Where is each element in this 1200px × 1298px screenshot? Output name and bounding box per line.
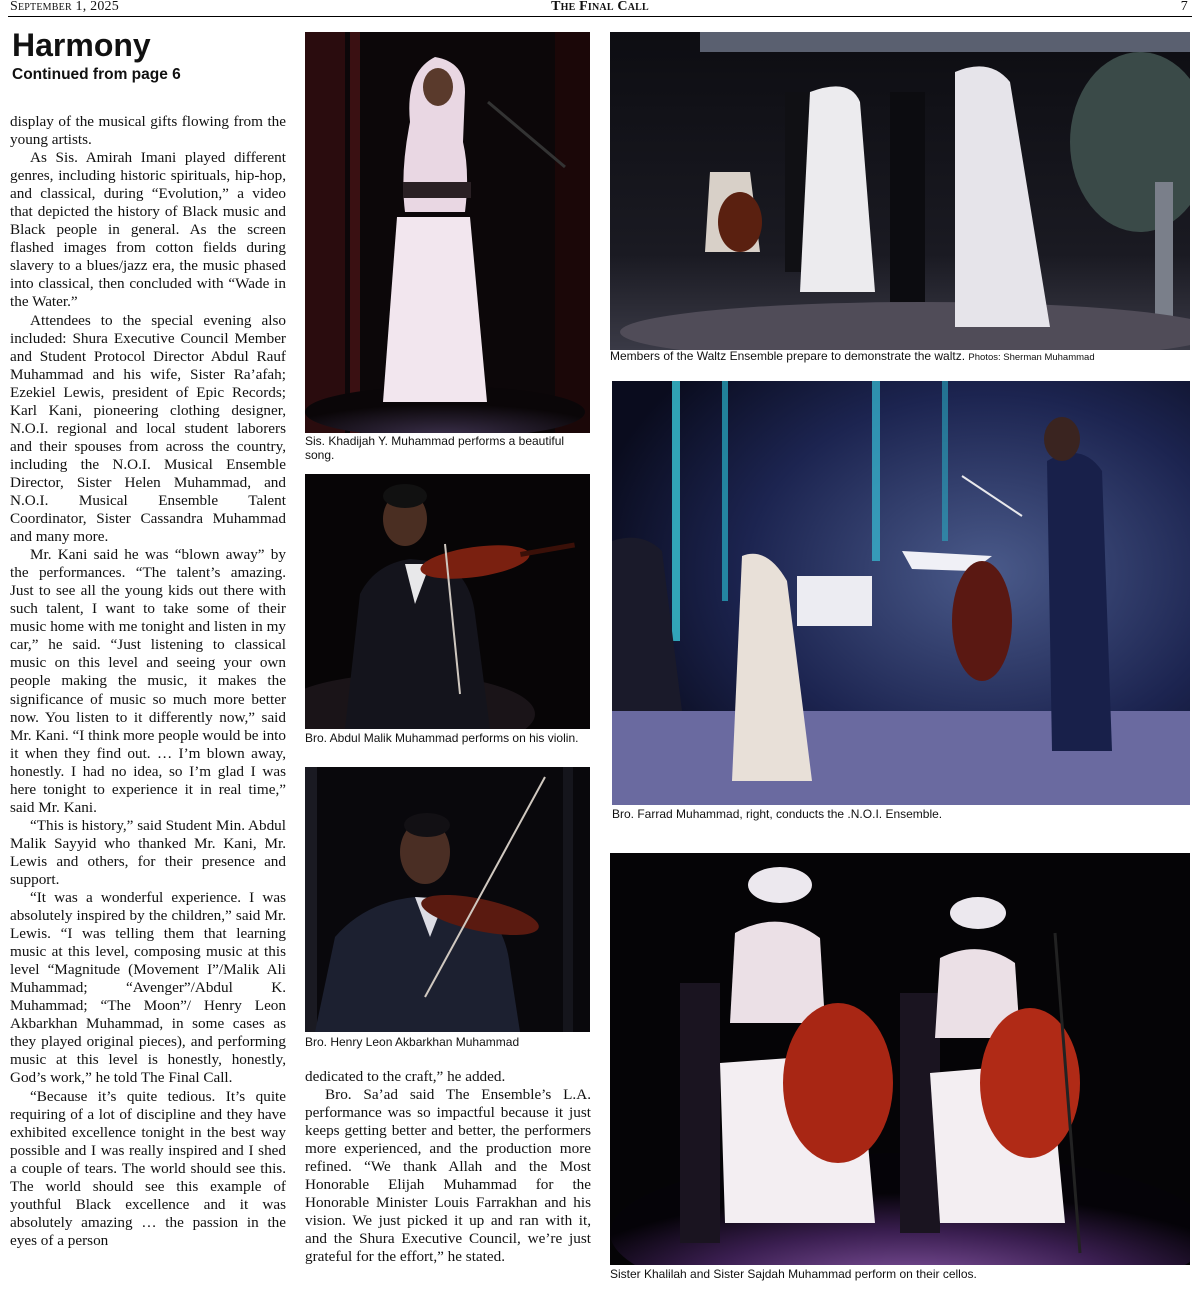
jump-line: Continued from page 6 xyxy=(12,66,181,83)
issue-date: September 1, 2025 xyxy=(10,0,119,14)
publication-name: The Final Call xyxy=(551,0,649,14)
conductor-caption: Bro. Farrad Muhammad, right, conducts the .N.O.I. Ensemble. xyxy=(612,807,943,821)
waltz-caption xyxy=(610,349,1200,365)
article-column-2 xyxy=(305,1068,591,1288)
cellists-photo xyxy=(610,853,1190,1265)
paragraph: display of the musical gifts flowing from the young artists. xyxy=(10,113,286,149)
violinist-1-photo xyxy=(305,474,590,729)
waltz-caption-text: Members of the Waltz Ensemble prepare to demonstrate the waltz. xyxy=(610,349,966,363)
article-column-1 xyxy=(10,113,286,1293)
page-header xyxy=(8,0,1192,17)
violinist-2-caption: Bro. Henry Leon Akbarkhan Muhammad xyxy=(305,1035,520,1049)
paragraph: Bro. Sa’ad said The Ensemble’s L.A. performance was so impactful because it just keeps getting better and better, the performers more experienced, and the production more refined. “We thank Allah and the Most Honorable Elijah Muhammad for the Honorable Minister Louis Farrakhan and his vision. We just picked it up and ran with it, and the Shura Executive Council, we’re just grateful for the effort,” he stated. xyxy=(305,1086,591,1266)
violinist-1-caption: Bro. Abdul Malik Muhammad performs on his violin. xyxy=(305,731,579,745)
cellists-caption: Sister Khalilah and Sister Sajdah Muhammad perform on their cellos. xyxy=(610,1267,977,1281)
article-headline: Harmony xyxy=(12,27,151,63)
singer-photo xyxy=(305,32,590,433)
paragraph: As Sis. Amirah Imani played different genres, including historic spirituals, hip-hop, and classical, during “Evolution,” a video that depicted the history of Black music and Black people in general. As the screen flashed images from cotton fields during slavery to a blues/jazz era, the music phased into classical, then concluded with “Wade in the Water.” xyxy=(10,149,286,311)
paragraph: Attendees to the special evening also included: Shura Executive Council Member and Student Protocol Director Abdul Rauf Muhammad and his wife, Sister Ra’afah; Ezekiel Lewis, president of Epic Records; Karl Kani, pioneering clothing designer, N.O.I. regional and local student laborers and their spouses from across the country, including the N.O.I. Musical Ensemble Director, Sister Helen Muhammad, and N.O.I. Musical Ensemble Talent Coordinator, Sister Cassandra Muhammad and many more. xyxy=(10,311,286,546)
paragraph: dedicated to the craft,” he added. xyxy=(305,1068,506,1085)
violinist-2-photo xyxy=(305,767,590,1032)
page-number: 7 xyxy=(1180,0,1188,14)
conductor-photo xyxy=(612,381,1190,805)
singer-caption: Sis. Khadijah Y. Muhammad performs a beautiful song. xyxy=(305,434,565,462)
paragraph: Mr. Kani said he was “blown away” by the performances. “The talent’s amazing. Just to see all the young kids out there with such talent, I want to take some of their music home with me tonight and listen in my car,” he said. “Just listening to classical music on this level and seeing your own people making the music, it makes the significance of music so much more better now. You listen to it differently now,” said Mr. Kani. “I think more people would be into it when they find out. … I’m blown away, honestly. I had no idea, so I’m glad I was here tonight to experience it in real time,” said Mr. Kani. xyxy=(10,546,286,816)
photo-credit: Photos: Sherman Muhammad xyxy=(968,352,1095,363)
waltz-photo xyxy=(610,32,1190,350)
paragraph: “This is history,” said Student Min. Abdul Malik Sayyid who thanked Mr. Kani, Mr. Lewis and others, for their presence and support. xyxy=(10,816,286,888)
paragraph: “Because it’s quite tedious. It’s quite requiring of a lot of discipline and they have exhibited excellence tonight in the best way possible and I was really inspired and I shed a couple of tears. The world should see this. The world should see this example of youthful Black excellence and it was absolutely amazing … the passion in the eyes of a person xyxy=(10,1087,286,1249)
paragraph: “It was a wonderful experience. I was absolutely inspired by the children,” said Mr. Lewis. “I was telling them that learning music at this level, composing music at this level “Magnitude (Movement I”/Malik Ali Muhammad; “Avenger”/Abdul K. Muhammad; “The Moon”/ Henry Leon Akbarkhan Muhammad, in some cases as they played original pieces), and performing music at this level is honestly, honestly, God’s work,” he told The Final Call. xyxy=(10,889,286,1087)
